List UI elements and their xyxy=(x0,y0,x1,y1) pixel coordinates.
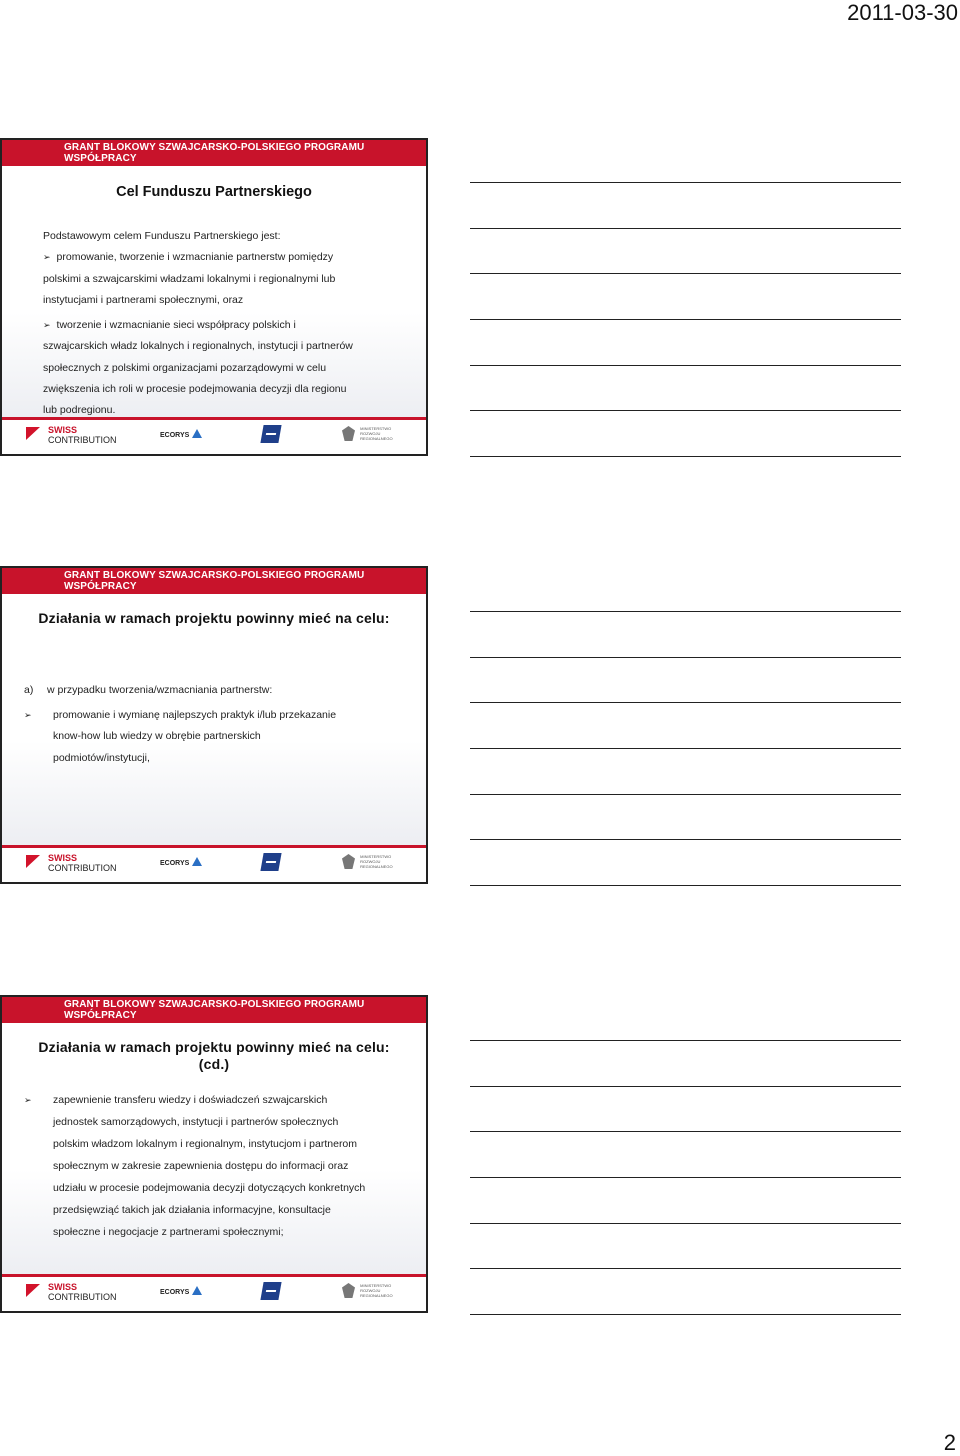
swiss-flag-icon xyxy=(26,427,40,440)
swiss-contribution-logo: SWISS CONTRIBUTION xyxy=(26,853,126,877)
note-line xyxy=(470,1131,901,1132)
note-line xyxy=(470,1040,901,1041)
ecorys-logo: ECORYS xyxy=(160,429,202,439)
bullet-item: ➢ promowanie, tworzenie i wzmacnianie partnerstw pomiędzy polskimi a szwajcarskimi władzami lokalnymi i regionalnymi lub instytucjami i partnerami społecznymi, oraz xyxy=(43,251,336,306)
slide-footer xyxy=(2,1274,426,1311)
swiss-flag-icon xyxy=(26,1284,40,1297)
note-line xyxy=(470,1314,901,1315)
eagle-icon xyxy=(342,854,355,869)
note-line xyxy=(470,794,901,795)
swiss-contribution-logo: SWISS CONTRIBUTION xyxy=(26,1282,126,1306)
eagle-icon xyxy=(342,426,355,441)
slide-footer xyxy=(2,845,426,882)
bullet-item: ➢ zapewnienie transferu wiedzy i doświadczeń szwajcarskich jednostek samorządowych, instytucji i partnerów społecznych polskim władzom lokalnym i regionalnym, instytucjom i partnerom społecznym w zakresie zapewnienia dostępu do informacji oraz udziału w procesie podejmowania decyzji dotyczących konkretnych przedsięwziąć takich jak działania informacyjne, konsultacje społeczne i negocjacje z partnerami społecznymi; xyxy=(24,1089,404,1243)
slide-body xyxy=(43,226,403,422)
slide-title: Cel Funduszu Partnerskiego xyxy=(116,184,312,200)
note-line xyxy=(470,182,901,183)
intro-text: Podstawowym celem Funduszu Partnerskiego jest: xyxy=(43,230,281,242)
note-line xyxy=(470,1223,901,1224)
note-line xyxy=(470,611,901,612)
note-line xyxy=(470,657,901,658)
ecorys-logo: ECORYS xyxy=(160,857,202,867)
triangle-icon xyxy=(192,857,202,866)
triangle-icon xyxy=(192,1286,202,1295)
document-date: 2011-03-30 xyxy=(847,0,958,25)
swiss-contribution-logo: SWISS CONTRIBUTION xyxy=(26,425,126,449)
note-line xyxy=(470,748,901,749)
slide-2 xyxy=(0,566,428,884)
note-line xyxy=(470,1086,901,1087)
slide-banner xyxy=(2,140,426,166)
arrow-bullet-icon: ➢ xyxy=(43,252,51,263)
banner-text: GRANT BLOKOWY SZWAJCARSKO-POLSKIEGO PROGRAMU WSPÓŁPRACY xyxy=(64,570,365,592)
slide-1 xyxy=(0,138,428,456)
slide-banner xyxy=(2,568,426,594)
ministry-logo: MINISTERSTWO ROZWOJU REGIONALNEGO xyxy=(342,426,393,441)
ecorys-logo: ECORYS xyxy=(160,1286,202,1296)
bullet-item: ➢ tworzenie i wzmacnianie sieci współpracy polskich i szwajcarskich władz lokalnych i regionalnych, instytucji i partnerów społecznych z polskimi organizacjami pozarządowymi w celu zwiększenia ich roli w procesie podejmowania decyzji dla regionu lub podregionu. xyxy=(43,319,353,417)
note-line xyxy=(470,319,901,320)
slide-body xyxy=(24,680,404,769)
triangle-icon xyxy=(192,429,202,438)
arrow-bullet-icon: ➢ xyxy=(43,320,51,331)
partner-logo-icon xyxy=(260,1282,281,1300)
note-line xyxy=(470,228,901,229)
ministry-logo: MINISTERSTWO ROZWOJU REGIONALNEGO xyxy=(342,1283,393,1298)
note-line xyxy=(470,839,901,840)
slide-banner xyxy=(2,997,426,1023)
page-number: 2 xyxy=(943,1430,956,1455)
swiss-flag-icon xyxy=(26,855,40,868)
banner-text: GRANT BLOKOWY SZWAJCARSKO-POLSKIEGO PROGRAMU WSPÓŁPRACY xyxy=(64,999,365,1021)
partner-logo-icon xyxy=(260,425,281,443)
slide-title: Działania w ramach projektu powinny mieć na celu: xyxy=(38,610,390,626)
note-line xyxy=(470,410,901,411)
banner-text: GRANT BLOKOWY SZWAJCARSKO-POLSKIEGO PROGRAMU WSPÓŁPRACY xyxy=(64,142,365,164)
ministry-logo: MINISTERSTWO ROZWOJU REGIONALNEGO xyxy=(342,854,393,869)
slide-body xyxy=(24,1089,404,1243)
list-item-a: a) w przypadku tworzenia/wzmacniania partnerstw: xyxy=(24,680,404,702)
eagle-icon xyxy=(342,1283,355,1298)
note-line xyxy=(470,273,901,274)
slide-3 xyxy=(0,995,428,1313)
note-line xyxy=(470,1177,901,1178)
note-line xyxy=(470,365,901,366)
note-line xyxy=(470,885,901,886)
slide-title: Działania w ramach projektu powinny mieć na celu: (cd.) xyxy=(38,1039,390,1072)
note-line xyxy=(470,456,901,457)
note-line xyxy=(470,702,901,703)
bullet-item: ➢ promowanie i wymianę najlepszych praktyk i/lub przekazanie know-how lub wiedzy w obrębie partnerskich podmiotów/instytucji, xyxy=(24,705,404,770)
note-line xyxy=(470,1268,901,1269)
arrow-bullet-icon: ➢ xyxy=(24,709,32,720)
arrow-bullet-icon: ➢ xyxy=(24,1095,32,1105)
item-marker: a) xyxy=(24,684,34,696)
slide-footer xyxy=(2,417,426,454)
partner-logo-icon xyxy=(260,853,281,871)
